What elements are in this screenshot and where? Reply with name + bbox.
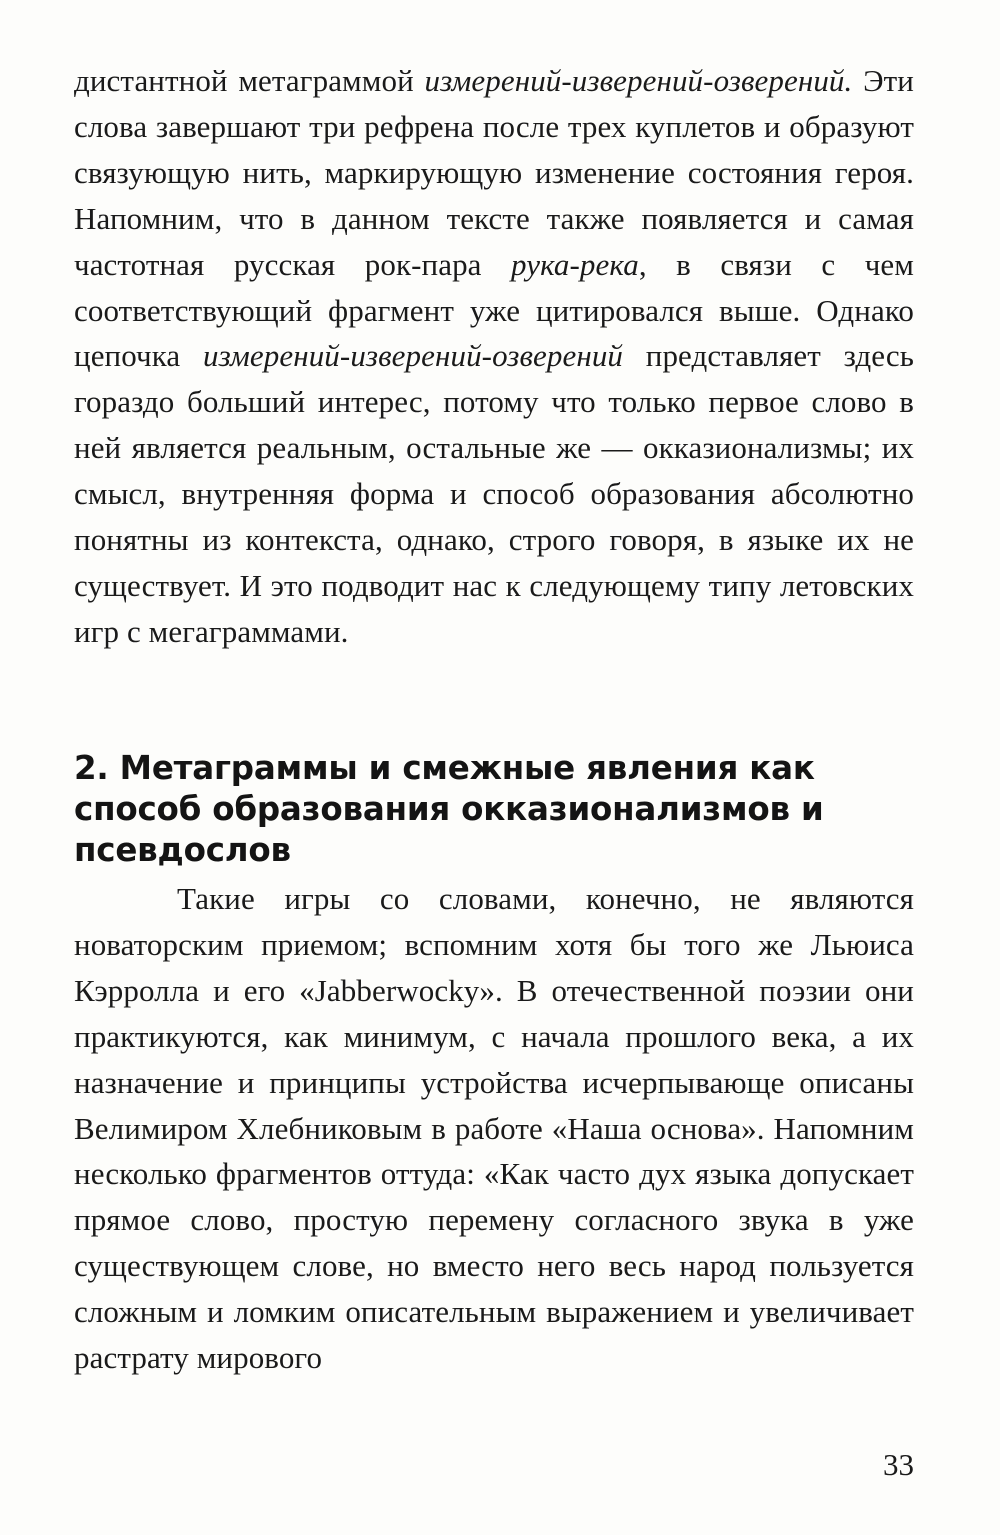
italic-word-chain: измерений-изверений-озверений (203, 338, 624, 374)
text-span: , в связи с чем соответствующий фрагмент уже цитировался выше. Однако цепочка (74, 246, 914, 374)
paragraph-continuation (74, 58, 914, 655)
paragraph-1 (74, 58, 914, 655)
italic-word-chain: измерений-изверений-озверений. (424, 63, 853, 98)
page-number: 33 (883, 1447, 914, 1482)
paragraph-2: Такие игры со словами, конечно, не являются новаторским приемом; вспомним хотя бы того же Льюиса Кэрролла и его «Jabberwocky». В отечественной поэзии они практикуются, как минимум, с начала прошлого века, а их назначение и принципы устройства исчерпывающе описаны Велимиром Хлебниковым в работе «Наша основа». Напомним несколько фрагментов оттуда: «Как часто дух языка допускает прямое слово, простую перемену согласного звука в уже существующем слове, но вместо него весь народ пользуется сложным и ломким описательным выражением и увеличивает растрату мирового (74, 881, 914, 1376)
section-heading: 2. Метаграммы и смежные явления как способ образования окказионализмов и псевдослов (74, 749, 824, 869)
italic-word-pair: рука-река (511, 246, 639, 282)
text-span: дистантной метаграммой (74, 63, 425, 98)
text-span: Эти слова завершают три рефрена после трех куплетов и образуют связующую нить, маркирующую изменение состояния героя. Напомним, что в данном тексте также появляется и самая частотная русская рок-пара (74, 63, 914, 282)
text-span: представляет здесь гораздо больший интерес, потому что только первое слово в ней является реальным, остальные же — окказионализмы; их смысл, внутренняя форма и способ образования абсолютно понятны из контекста, однако, строго говоря, в языке их не существует. И это подводит нас к следующему типу летовских игр с мегаграммами. (74, 338, 914, 649)
section-body (74, 876, 914, 1381)
